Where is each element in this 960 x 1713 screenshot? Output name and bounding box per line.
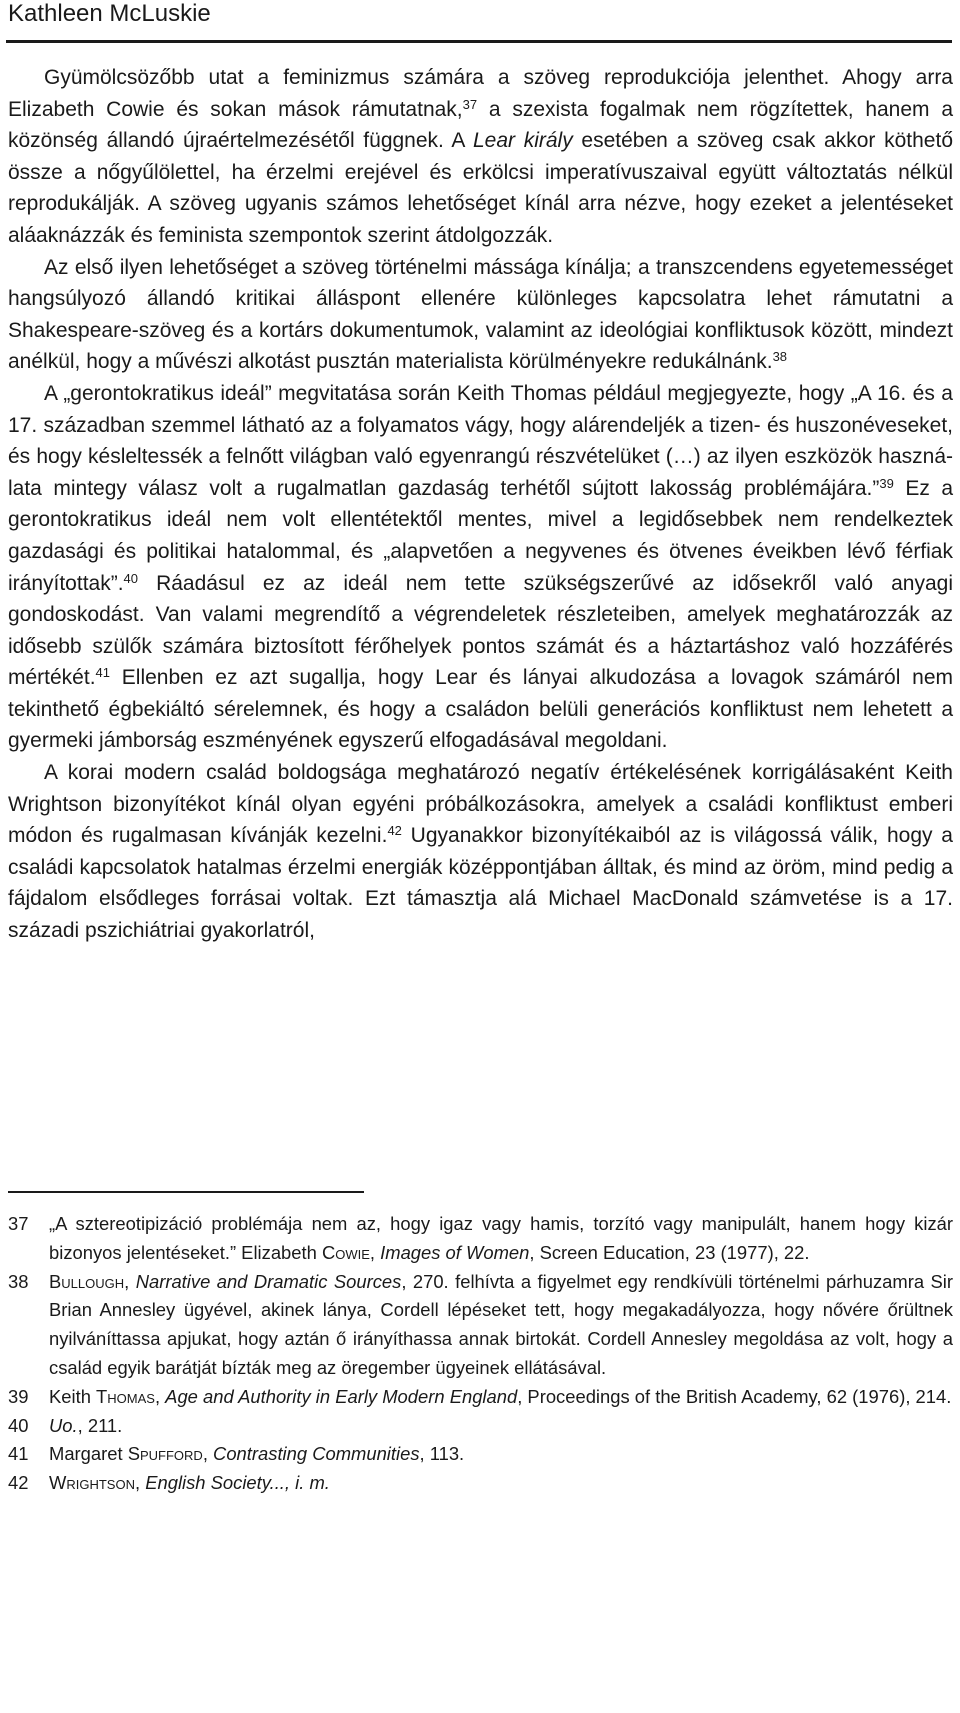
text-run: , <box>154 1385 166 1407</box>
text-run: Gyümölcsözőbb utat a feminizmus számára a szöveg reprodukciója jelenthet. Ahogy arra Elizabeth Cowie és sokan mások rámutatnak, <box>8 66 953 121</box>
footnotes <box>8 1210 953 1498</box>
paragraph-3 <box>8 378 953 757</box>
work-title: Narrative and Dramatic Sources <box>135 1270 402 1292</box>
footnote-number: 38 <box>8 1270 29 1292</box>
header-rule <box>6 40 952 43</box>
paragraph-4 <box>8 757 953 947</box>
running-header-author: Kathleen McLuskie <box>8 0 211 27</box>
text-run: a szexista fogalmak nem rögzítettek, hanem a közönség állandó újraértelmezésétől függnek. A <box>8 97 953 153</box>
work-title: Images of Women <box>380 1241 530 1263</box>
text-run: , <box>202 1443 214 1465</box>
footnote-39 <box>8 1383 953 1412</box>
footnote-text <box>49 1469 953 1498</box>
text-run: , 211. <box>77 1414 123 1436</box>
footnote-number: 37 <box>8 1213 29 1234</box>
footnote-text <box>49 1210 953 1268</box>
footnote-ref-37[interactable]: 37 <box>462 96 478 112</box>
text-run: Keith <box>49 1385 97 1407</box>
work-title: English Society..., i. m. <box>145 1472 330 1494</box>
text-run: Ugyanakkor bizonyítékaiból az is világossá válik, hogy a családi kapcsolatok hatalmas érzelmi energiák középpontjában álltak, és mind az öröm, mind pedig a fájdalom elsődleges forrásai voltak. Ezt támasztja alá Michael MacDonald számvetése is a 17. századi pszichiátriai gyakorlatról, <box>8 824 953 943</box>
footnote-ref-40[interactable]: 40 <box>123 570 139 586</box>
text-run: Ellenben ez azt sugallja, hogy Lear és lányai alkudozása a lovagok számáról nem tekinthető égbekiáltó sérelemnek, és hogy a családon belüli generációs konfliktust nem lehetett a gyermeki jámborság eszményének egyszerű elfogadásával megoldani. <box>8 666 953 753</box>
author-name: Wrightson <box>49 1472 135 1494</box>
paragraph-2 <box>8 252 953 378</box>
author-name: Spufford <box>127 1443 203 1465</box>
author-name: Bullough <box>49 1270 125 1292</box>
text-run: Az első ilyen lehetőséget a szöveg történelmi mássága kínálja; a transzcendens egyetemességet hangsúlyozó állandó kritikai álláspont ellenére különleges kapcsolatra lehet rámutatni a Shakespeare-szöveg és a kortárs dokumentumok, valamint az ideológiai konfliktusok között, mindezt anélkül, hogy a művészi alkotást pusztán materialista körülményekre redukálnánk. <box>8 255 953 374</box>
text-run: Ez a gerontokratikus ideál nem volt ellentétektől mentes, mivel a legidősebbek nem rendelkeztek gazdasági és politikai hatalommal, és „alapvetően a negyvenes és ötvenes éveikben lévő férfiak irányítottak”. <box>8 476 954 595</box>
footnote-ref-42[interactable]: 42 <box>387 823 402 839</box>
title-italic: Lear király <box>472 129 573 153</box>
work-title: Contrasting Communities <box>213 1443 420 1465</box>
work-title: Age and Authority in Early Modern England <box>165 1385 518 1407</box>
footnote-text <box>49 1383 953 1412</box>
main-text <box>8 62 953 947</box>
footnote-rule <box>8 1191 364 1193</box>
paragraph-1 <box>8 62 953 252</box>
text-run: A „gerontokratikus ideál” megvitatása során Keith Thomas például megjegyezte, hogy „A 16. és a 17. században szemmel látható az a folyamatos vágy, hogy alárendeljék a tizen- és huszonéveseket, és hogy késleltessék a felnőtt világban való egyenrangú részvételüket (…) az ilyen eszközök használata mintegy válasz volt a rugalmatlan gazdaság terhétől sújtott lakosság problémájára.” <box>8 381 953 500</box>
text-run: , <box>369 1241 381 1263</box>
text-run: , <box>124 1270 136 1292</box>
footnote-number: 39 <box>8 1385 29 1407</box>
footnote-number: 40 <box>8 1414 29 1436</box>
footnote-38 <box>8 1268 953 1383</box>
footnote-text <box>49 1440 953 1469</box>
text-run: „A sztereotipizáció problémája nem az, hogy igaz vagy hamis, torzító vagy manipulált, hanem hogy kizár bizonyos jelentéseket.” Elizabeth <box>49 1213 953 1263</box>
text-run: , 270. felhívta a figyelmet egy rendkívüli történelmi párhuzamra Sir Brian Annesley ügyével, akinek lánya, Cordell lépéseket tett, hogy megakadályozza, hogy nővére őrültnek nyilváníttassa apjukat, hogy aztán ő irányíthassa annak birtokát. Cordell Annesley megoldása az volt, hogy a család egyik barátját bízták meg az öregember ügyeinek ellátásával. <box>49 1270 953 1378</box>
author-name: Cowie <box>321 1241 370 1263</box>
footnote-42 <box>8 1469 953 1498</box>
text-run: , Proceedings of the British Academy, 62 (1976), 214. <box>517 1385 952 1407</box>
footnote-number: 41 <box>8 1443 29 1465</box>
footnote-40 <box>8 1412 953 1441</box>
footnote-ref-38[interactable]: 38 <box>772 349 788 365</box>
text-run: A korai modern család boldogsága meghatározó negatív értékelésének korrigálásaként Keith Wrightson bizonyítékot kínál olyan egyéni próbálkozásokra, amelyek a családi konfliktust emberi módon és rugalmasan kívánják kezelni. <box>8 761 953 848</box>
footnote-number: 42 <box>8 1472 29 1494</box>
work-title: Uo. <box>49 1414 78 1436</box>
footnote-41 <box>8 1440 953 1469</box>
text-run: , 113. <box>419 1443 465 1465</box>
author-name: Thomas <box>96 1385 155 1407</box>
footnote-text <box>49 1412 953 1441</box>
footnote-ref-41[interactable]: 41 <box>95 665 110 681</box>
footnote-ref-39[interactable]: 39 <box>879 475 894 491</box>
text-run: esetében a szöveg csak akkor köthető össze a nőgyűlölettel, ha érzelmi erejével és erkölcsi imperatívuszaival együtt változtatás nélkül reprodukálják. A szöveg ugyanis számos lehetőséget kínál arra nézve, hogy ezeket a jelentéseket aláaknázzák és feminista szempontok szerint átdolgozzák. <box>8 129 953 247</box>
text-run: Ráadásul ez az ideál nem tette szükségszerűvé az idősekről való anyagi gondoskodást. Van valami megrendítő a végrendeletek részleteiben, amelyek meghatározzák az idősebb szülők számára biztosított férőhelyek pontos számát és a háztartáshoz való hozzáférés mértékét. <box>8 571 953 690</box>
text-run: Margaret <box>49 1443 128 1465</box>
text-run: , <box>134 1472 146 1494</box>
footnote-text <box>49 1268 953 1383</box>
footnote-37 <box>8 1210 953 1268</box>
text-run: , Screen Education, 23 (1977), 22. <box>529 1241 810 1263</box>
